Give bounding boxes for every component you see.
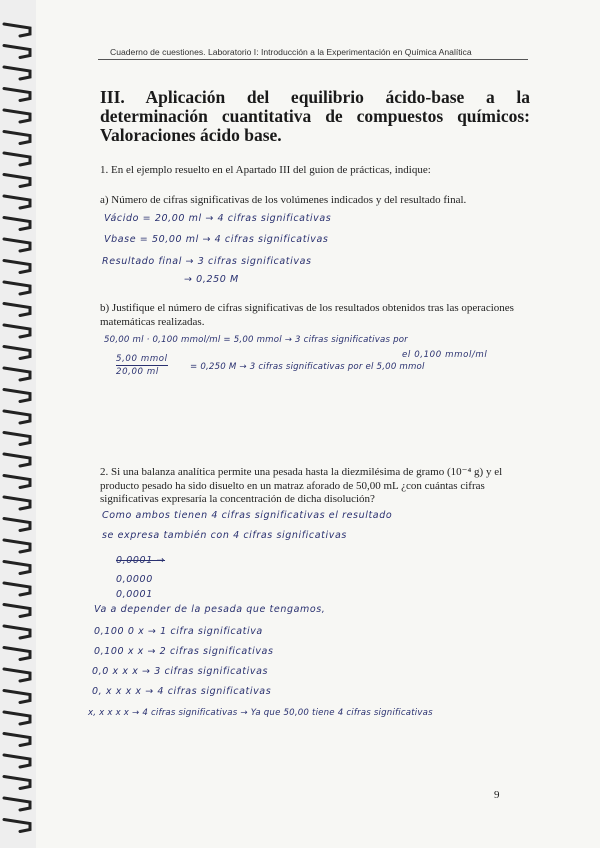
spiral-coil <box>4 433 30 445</box>
answer-2-line-8: 0,100 x x → 2 cifras significativas <box>94 646 274 657</box>
spiral-binding <box>0 18 40 838</box>
spiral-coil <box>4 282 30 294</box>
answer-2-line-2: se expresa también con 4 cifras significativas <box>102 530 347 541</box>
spiral-coil <box>4 648 30 660</box>
answer-1a-line-4: → 0,250 M <box>184 274 239 285</box>
page-number: 9 <box>494 789 500 801</box>
spiral-coil <box>4 46 30 58</box>
spiral-coil <box>4 734 30 746</box>
spiral-coil <box>4 218 30 230</box>
spiral-coil <box>4 390 30 402</box>
spiral-coil <box>4 540 30 552</box>
answer-2-line-1: Como ambos tienen 4 cifras significativas el resultado <box>102 510 393 521</box>
spiral-coil <box>4 110 30 122</box>
spiral-coil <box>4 261 30 273</box>
section-title: III. Aplicación del equilibrio ácido-base a la determinación cuantitativa de compuestos químicos: Valoraciones ácido base. <box>100 87 530 145</box>
fraction-numerator: 5,00 mmol <box>116 354 168 364</box>
spiral-coil <box>4 175 30 187</box>
spiral-coil <box>4 519 30 531</box>
answer-2-line-5: 0,0001 <box>116 589 153 600</box>
spiral-coil <box>4 691 30 703</box>
spiral-coil <box>4 325 30 337</box>
spiral-coil <box>4 476 30 488</box>
running-header: Cuaderno de cuestiones. Laboratorio I: Introducción a la Experimentación en Química Analítica <box>110 47 472 57</box>
answer-2-line-11: x, x x x x → 4 cifras significativas → Ya que 50,00 tiene 4 cifras significativas <box>88 708 433 718</box>
question-1-intro: 1. En el ejemplo resuelto en el Apartado III del guion de prácticas, indique: <box>100 164 431 176</box>
spiral-coil <box>4 798 30 810</box>
spiral-coil <box>4 153 30 165</box>
question-1a: a) Número de cifras significativas de los volúmenes indicados y del resultado final. <box>100 194 467 206</box>
spiral-coil <box>4 605 30 617</box>
answer-1b-line-2: el 0,100 mmol/ml <box>402 350 488 360</box>
answer-2-line-6: Va a depender de la pesada que tengamos, <box>94 604 326 615</box>
answer-2-line-7: 0,100 0 x → 1 cifra significativa <box>94 626 263 637</box>
spiral-coil <box>4 626 30 638</box>
spiral-coil <box>4 820 30 832</box>
spiral-coil <box>4 454 30 466</box>
question-1b: b) Justifique el número de cifras significativas de los resultados obtenidos tras las operaciones matemáticas realizadas. <box>100 302 514 328</box>
question-2: 2. Si una balanza analítica permite una pesada hasta la diezmilésima de gramo (10⁻⁴ g) y el producto pesado ha sido disuelto en un matraz aforado de 50,00 mL ¿con cuántas cifras significativas expresaría la concentración de dicha disolución? <box>100 466 503 505</box>
spiral-coil <box>4 583 30 595</box>
answer-1a-line-2: Vbase = 50,00 ml → 4 cifras significativas <box>104 234 329 245</box>
answer-1a-line-3: Resultado final → 3 cifras significativas <box>102 256 312 267</box>
spiral-coil <box>4 411 30 423</box>
spiral-coil <box>4 777 30 789</box>
spiral-coil <box>4 669 30 681</box>
spiral-coil <box>4 712 30 724</box>
header-rule <box>98 59 528 60</box>
answer-1b-fraction <box>116 354 168 377</box>
answer-2-line-4: 0,0000 <box>116 574 153 585</box>
spiral-coil <box>4 67 30 79</box>
answer-1a-line-1: Vácido = 20,00 ml → 4 cifras significativas <box>104 213 332 224</box>
spiral-coil <box>4 497 30 509</box>
answer-2-line-9: 0,0 x x x → 3 cifras significativas <box>92 666 269 677</box>
spiral-coil <box>4 755 30 767</box>
answer-2-line-3: 0,0001 → <box>116 555 166 566</box>
answer-2-line-10: 0, x x x x → 4 cifras significativas <box>92 686 272 697</box>
fraction-denominator: 20,00 ml <box>116 367 159 377</box>
spiral-coil <box>4 132 30 144</box>
answer-1b-line-3: = 0,250 M → 3 cifras significativas por el 5,00 mmol <box>190 362 425 372</box>
spiral-coil <box>4 368 30 380</box>
answer-1b-line-1: 50,00 ml · 0,100 mmol/ml = 5,00 mmol → 3 cifras significativas por <box>104 335 408 345</box>
spiral-coil <box>4 24 30 36</box>
spiral-coil <box>4 89 30 101</box>
spiral-coil <box>4 304 30 316</box>
spiral-coil <box>4 239 30 251</box>
spiral-coil <box>4 562 30 574</box>
spiral-coil <box>4 347 30 359</box>
spiral-coil <box>4 196 30 208</box>
